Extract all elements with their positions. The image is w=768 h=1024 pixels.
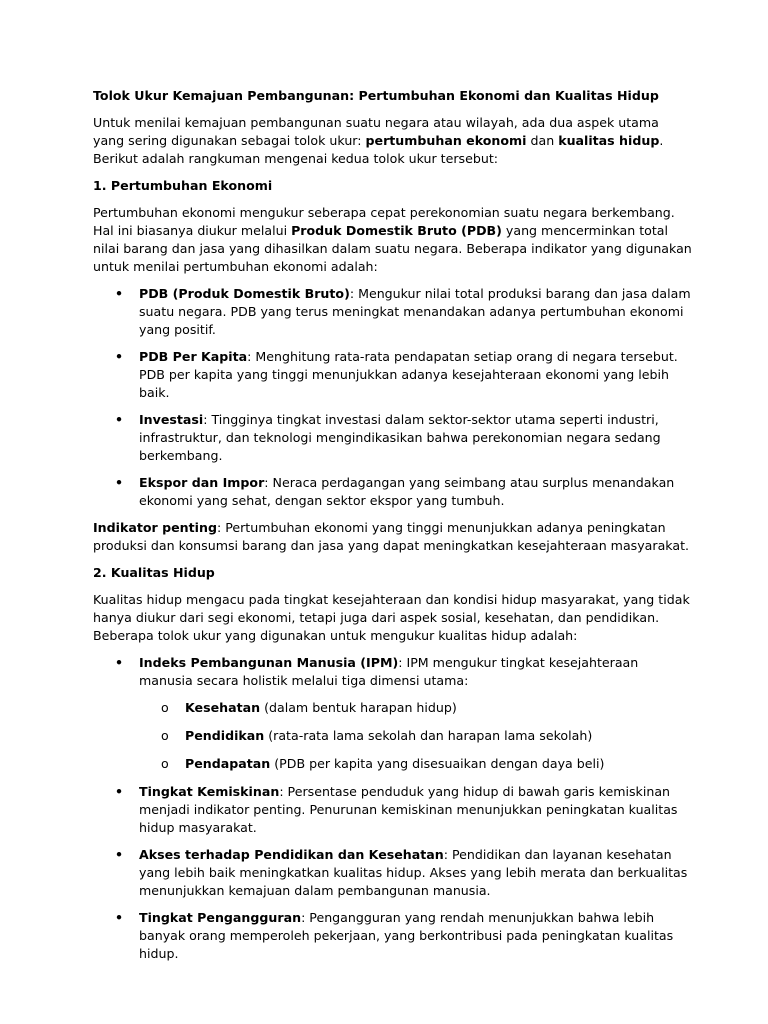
indicator-term: Indikator penting bbox=[93, 520, 217, 535]
section-2-bullet-list bbox=[93, 654, 693, 963]
bullet-text: : Tingginya tingkat investasi dalam sektor-sektor utama seperti industri, infrastruktur, dan teknologi mengindikasikan bahwa perekonomian negara sedang berkembang. bbox=[139, 412, 661, 463]
sub-item-pendidikan bbox=[139, 727, 693, 745]
bullet-text: : Menghitung rata-rata pendapatan setiap orang di negara tersebut. PDB per kapita yang tinggi menunjukkan adanya kesejahteraan ekonomi yang lebih baik. bbox=[139, 349, 678, 400]
sub-item-text: (PDB per kapita yang disesuaikan dengan daya beli) bbox=[270, 756, 605, 771]
bullet-term: Tingkat Kemiskinan bbox=[139, 784, 280, 799]
bullet-term: Akses terhadap Pendidikan dan Kesehatan bbox=[139, 847, 444, 862]
bullet-term: Ekspor dan Impor bbox=[139, 475, 265, 490]
bullet-term: PDB Per Kapita bbox=[139, 349, 248, 364]
sub-item-text: (dalam bentuk harapan hidup) bbox=[260, 700, 457, 715]
bullet-term: Indeks Pembangunan Manusia (IPM) bbox=[139, 655, 399, 670]
sub-bullet-marker: o bbox=[161, 700, 169, 715]
section-1-paragraph bbox=[93, 204, 693, 276]
bullet-text: : IPM mengukur tingkat kesejahteraan manusia secara holistik melalui tiga dimensi utama: bbox=[139, 655, 639, 688]
indicator-text: : Pertumbuhan ekonomi yang tinggi menunjukkan adanya peningkatan produksi dan konsumsi barang dan jasa yang dapat meningkatkan kesejahteraan masyarakat. bbox=[93, 520, 690, 553]
bullet-marker: • bbox=[115, 784, 124, 799]
indicator-paragraph bbox=[93, 519, 693, 555]
bullet-item-pdb bbox=[93, 285, 693, 339]
bullet-marker: • bbox=[115, 475, 124, 490]
sub-item-kesehatan bbox=[139, 699, 693, 717]
section-1-text-2: yang mencerminkan total nilai barang dan jasa yang dihasilkan dalam suatu negara. Beberapa indikator yang digunakan untuk menilai pertumbuhan ekonomi adalah: bbox=[93, 223, 692, 274]
section-1-bullet-list bbox=[93, 285, 693, 510]
bullet-term: Investasi bbox=[139, 412, 204, 427]
bullet-text: : Pendidikan dan layanan kesehatan yang lebih baik meningkatkan kualitas hidup. Akses yang lebih merata dan berkualitas menunjukkan kemajuan dalam pembangunan manusia. bbox=[139, 847, 688, 898]
sub-bullet-marker: o bbox=[161, 728, 169, 743]
bullet-text: : Pengangguran yang rendah menunjukkan bahwa lebih banyak orang memperoleh pekerjaan, yang berkontribusi pada peningkatan kualitas hidup. bbox=[139, 910, 674, 961]
intro-paragraph bbox=[93, 114, 693, 168]
bullet-item-pdb-per-kapita bbox=[93, 348, 693, 402]
bullet-text: : Neraca perdagangan yang seimbang atau surplus menandakan ekonomi yang sehat, dengan sektor ekspor yang tumbuh. bbox=[139, 475, 675, 508]
bullet-item-ipm bbox=[93, 654, 693, 773]
document-title: Tolok Ukur Kemajuan Pembangunan: Pertumbuhan Ekonomi dan Kualitas Hidup bbox=[93, 88, 659, 103]
bullet-item-akses bbox=[93, 846, 693, 900]
sub-item-text: (rata-rata lama sekolah dan harapan lama sekolah) bbox=[264, 728, 593, 743]
sub-bullet-marker: o bbox=[161, 756, 169, 771]
sub-item-term: Kesehatan bbox=[185, 700, 261, 715]
section-1-text-1: Pertumbuhan ekonomi mengukur seberapa cepat perekonomian suatu negara berkembang. Hal ini biasanya diukur melalui bbox=[93, 205, 675, 238]
bullet-text: : Mengukur nilai total produksi barang dan jasa dalam suatu negara. PDB yang terus meningkat menandakan adanya pertumbuhan ekonomi yang positif. bbox=[139, 286, 691, 337]
bullet-item-investasi bbox=[93, 411, 693, 465]
bullet-marker: • bbox=[115, 655, 124, 670]
intro-text-3: . Berikut adalah rangkuman mengenai kedua tolok ukur tersebut: bbox=[93, 133, 664, 166]
bullet-marker: • bbox=[115, 412, 124, 427]
document-body bbox=[93, 87, 693, 972]
section-2-paragraph: Kualitas hidup mengacu pada tingkat kesejahteraan dan kondisi hidup masyarakat, yang tidak hanya diukur dari segi ekonomi, tetapi juga dari aspek sosial, kesehatan, dan pendidikan. Beberapa tolok ukur yang digunakan untuk mengukur kualitas hidup adalah: bbox=[93, 592, 690, 643]
section-2-heading: 2. Kualitas Hidup bbox=[93, 565, 215, 580]
ipm-sub-list bbox=[139, 699, 693, 773]
section-1-heading: 1. Pertumbuhan Ekonomi bbox=[93, 178, 273, 193]
bullet-term: PDB (Produk Domestik Bruto) bbox=[139, 286, 350, 301]
bullet-marker: • bbox=[115, 847, 124, 862]
sub-item-pendapatan bbox=[139, 755, 693, 773]
intro-bold-2: kualitas hidup bbox=[558, 133, 660, 148]
bullet-marker: • bbox=[115, 286, 124, 301]
section-1-bold-1: Produk Domestik Bruto (PDB) bbox=[291, 223, 502, 238]
intro-text-2: dan bbox=[526, 133, 559, 148]
bullet-item-ekspor-impor bbox=[93, 474, 693, 510]
intro-text-1: Untuk menilai kemajuan pembangunan suatu negara atau wilayah, ada dua aspek utama yang sering digunakan sebagai tolok ukur: bbox=[93, 115, 659, 148]
sub-item-term: Pendidikan bbox=[185, 728, 265, 743]
bullet-term: Tingkat Pengangguran bbox=[139, 910, 302, 925]
bullet-marker: • bbox=[115, 910, 124, 925]
bullet-item-pengangguran bbox=[93, 909, 693, 963]
intro-bold-1: pertumbuhan ekonomi bbox=[365, 133, 527, 148]
bullet-item-kemiskinan bbox=[93, 783, 693, 837]
bullet-text: : Persentase penduduk yang hidup di bawah garis kemiskinan menjadi indikator penting. Penurunan kemiskinan menunjukkan peningkatan kualitas hidup masyarakat. bbox=[139, 784, 678, 835]
bullet-marker: • bbox=[115, 349, 124, 364]
sub-item-term: Pendapatan bbox=[185, 756, 271, 771]
